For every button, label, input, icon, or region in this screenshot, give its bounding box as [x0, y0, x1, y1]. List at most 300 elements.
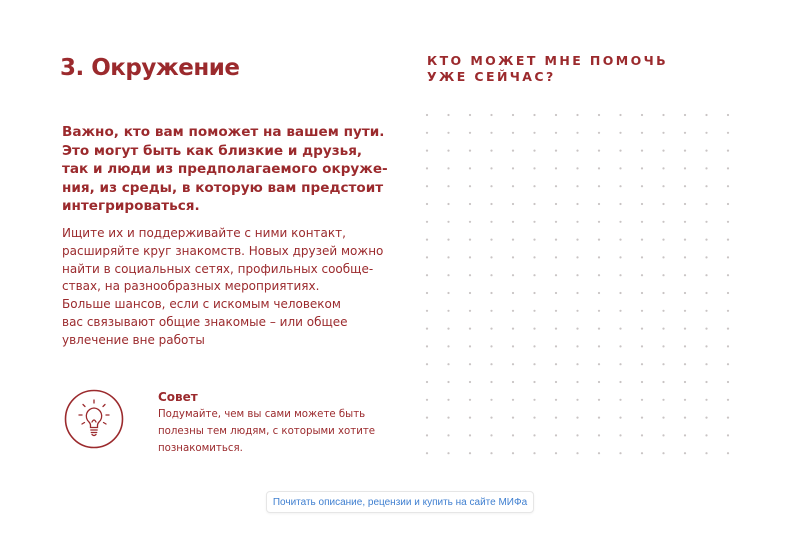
grid-dot: [619, 185, 621, 187]
grid-dot: [684, 310, 686, 312]
grid-dot: [555, 221, 557, 223]
grid-dot: [576, 114, 578, 116]
grid-dot: [555, 132, 557, 134]
grid-dot: [641, 345, 643, 347]
grid-dot: [598, 434, 600, 436]
grid-dot: [447, 328, 449, 330]
grid-dot: [533, 363, 535, 365]
grid-dot: [512, 185, 514, 187]
grid-dot: [512, 328, 514, 330]
grid-dot: [705, 256, 707, 258]
grid-dot: [662, 150, 664, 152]
grid-dot: [576, 452, 578, 454]
grid-dot: [426, 434, 428, 436]
grid-dot: [705, 363, 707, 365]
grid-dot: [576, 434, 578, 436]
grid-dot: [512, 399, 514, 401]
grid-dot: [426, 274, 428, 276]
grid-dot: [727, 203, 729, 205]
grid-dot: [619, 381, 621, 383]
body-line: ствах, на разнообразных мероприятиях.: [62, 279, 320, 294]
grid-dot: [490, 328, 492, 330]
buy-book-link[interactable]: Почитать описание, рецензии и купить на сайте МИФа: [272, 496, 528, 508]
grid-dot: [512, 221, 514, 223]
grid-dot: [727, 328, 729, 330]
grid-dot: [469, 114, 471, 116]
grid-dot: [684, 434, 686, 436]
grid-dot: [619, 292, 621, 294]
grid-dot: [490, 363, 492, 365]
grid-dot: [576, 417, 578, 419]
grid-dot: [727, 399, 729, 401]
grid-dot: [447, 150, 449, 152]
grid-dot: [684, 132, 686, 134]
grid-dot: [490, 256, 492, 258]
grid-dot: [619, 132, 621, 134]
grid-dot: [447, 132, 449, 134]
grid-dot: [555, 256, 557, 258]
grid-dot: [705, 274, 707, 276]
grid-dot: [533, 292, 535, 294]
grid-dot: [533, 150, 535, 152]
grid-dot: [490, 310, 492, 312]
grid-dot: [447, 274, 449, 276]
grid-dot: [426, 345, 428, 347]
grid-dot: [662, 310, 664, 312]
grid-dot: [619, 221, 621, 223]
page-title: 3. Окружение: [60, 55, 240, 81]
grid-dot: [727, 310, 729, 312]
grid-dot: [555, 150, 557, 152]
grid-dot: [533, 345, 535, 347]
grid-dot: [598, 363, 600, 365]
grid-dot: [641, 434, 643, 436]
grid-dot: [447, 381, 449, 383]
grid-dot: [490, 239, 492, 241]
grid-dot: [469, 452, 471, 454]
grid-dot: [555, 399, 557, 401]
grid-dot: [619, 256, 621, 258]
footer-link-box[interactable]: [266, 491, 534, 513]
grid-dot: [619, 452, 621, 454]
grid-dot: [426, 452, 428, 454]
grid-dot: [469, 185, 471, 187]
grid-dot: [576, 167, 578, 169]
grid-dot: [598, 239, 600, 241]
body-line: увлечение вне работы: [62, 332, 205, 347]
grid-dot: [598, 114, 600, 116]
grid-dot: [576, 399, 578, 401]
grid-dot: [576, 185, 578, 187]
grid-dot: [727, 150, 729, 152]
grid-dot: [512, 203, 514, 205]
grid-dot: [533, 239, 535, 241]
grid-dot: [727, 292, 729, 294]
grid-dot: [555, 434, 557, 436]
grid-dot: [512, 239, 514, 241]
grid-dot: [533, 256, 535, 258]
grid-dot: [533, 310, 535, 312]
grid-dot: [426, 328, 428, 330]
grid-dot: [641, 132, 643, 134]
grid-dot: [727, 381, 729, 383]
grid-dot: [469, 417, 471, 419]
grid-dot: [512, 292, 514, 294]
grid-dot: [447, 185, 449, 187]
grid-dot: [512, 150, 514, 152]
grid-dot: [533, 221, 535, 223]
grid-dot: [619, 310, 621, 312]
grid-dot: [641, 185, 643, 187]
grid-dot: [641, 221, 643, 223]
grid-dot: [727, 434, 729, 436]
grid-dot: [705, 203, 707, 205]
grid-dot: [555, 292, 557, 294]
grid-dot: [619, 239, 621, 241]
grid-dot: [684, 274, 686, 276]
grid-dot: [705, 452, 707, 454]
grid-dot: [555, 203, 557, 205]
grid-dot: [490, 150, 492, 152]
grid-dot: [555, 417, 557, 419]
grid-dot: [469, 150, 471, 152]
grid-dot: [426, 363, 428, 365]
grid-dot: [533, 452, 535, 454]
grid-dot: [555, 452, 557, 454]
grid-dot: [490, 292, 492, 294]
grid-dot: [684, 381, 686, 383]
grid-dot: [469, 292, 471, 294]
grid-dot: [598, 203, 600, 205]
grid-dot: [619, 203, 621, 205]
grid-dot: [684, 363, 686, 365]
grid-dot: [512, 256, 514, 258]
grid-dot: [662, 363, 664, 365]
grid-dot: [662, 381, 664, 383]
grid-dot: [684, 114, 686, 116]
lead-paragraph: [62, 123, 402, 216]
lead-line: Это могут быть как близкие и друзья,: [62, 142, 363, 159]
grid-dot: [469, 345, 471, 347]
grid-dot: [426, 310, 428, 312]
grid-dot: [598, 150, 600, 152]
grid-dot: [641, 363, 643, 365]
lead-line: Важно, кто вам поможет на вашем пути.: [62, 124, 385, 140]
grid-dot: [641, 203, 643, 205]
grid-dot: [576, 310, 578, 312]
grid-dot: [490, 203, 492, 205]
grid-dot: [490, 452, 492, 454]
tip-title: Совет: [158, 390, 198, 404]
lead-line: интегрироваться.: [62, 198, 200, 214]
grid-dot: [662, 274, 664, 276]
grid-dot: [727, 239, 729, 241]
grid-dot: [727, 167, 729, 169]
grid-dot: [447, 114, 449, 116]
grid-dot: [512, 310, 514, 312]
grid-dot: [619, 363, 621, 365]
grid-dot: [727, 256, 729, 258]
grid-dot: [426, 221, 428, 223]
grid-dot: [619, 274, 621, 276]
grid-dot: [533, 274, 535, 276]
grid-dot: [705, 399, 707, 401]
grid-dot: [662, 417, 664, 419]
grid-dot: [512, 345, 514, 347]
grid-dot: [576, 256, 578, 258]
grid-dot: [705, 292, 707, 294]
grid-dot: [426, 167, 428, 169]
grid-dot: [705, 239, 707, 241]
grid-dot: [619, 114, 621, 116]
grid-dot: [426, 150, 428, 152]
grid-dot: [727, 221, 729, 223]
grid-dot: [447, 239, 449, 241]
grid-dot: [555, 114, 557, 116]
dot-grid-notes-area: [424, 112, 754, 472]
grid-dot: [727, 417, 729, 419]
grid-dot: [469, 381, 471, 383]
grid-dot: [533, 417, 535, 419]
grid-dot: [490, 381, 492, 383]
grid-dot: [533, 328, 535, 330]
grid-dot: [705, 114, 707, 116]
grid-dot: [619, 434, 621, 436]
grid-dot: [512, 452, 514, 454]
grid-dot: [598, 310, 600, 312]
grid-dot: [662, 203, 664, 205]
grid-dot: [598, 345, 600, 347]
lead-line: ния, из среды, в которую вам предстоит: [62, 179, 384, 196]
grid-dot: [490, 417, 492, 419]
grid-dot: [641, 328, 643, 330]
grid-dot: [598, 185, 600, 187]
grid-dot: [533, 167, 535, 169]
grid-dot: [641, 399, 643, 401]
grid-dot: [512, 417, 514, 419]
grid-dot: [619, 345, 621, 347]
grid-dot: [684, 185, 686, 187]
grid-dot: [662, 185, 664, 187]
grid-dot: [512, 167, 514, 169]
grid-dot: [512, 381, 514, 383]
grid-dot: [512, 434, 514, 436]
grid-dot: [490, 221, 492, 223]
grid-dot: [662, 328, 664, 330]
grid-dot: [555, 167, 557, 169]
grid-dot: [426, 417, 428, 419]
grid-dot: [641, 256, 643, 258]
grid-dot: [555, 328, 557, 330]
grid-dot: [705, 417, 707, 419]
grid-dot: [684, 399, 686, 401]
grid-dot: [598, 381, 600, 383]
grid-dot: [684, 256, 686, 258]
grid-dot: [619, 399, 621, 401]
grid-dot: [641, 292, 643, 294]
grid-dot: [598, 256, 600, 258]
grid-dot: [426, 399, 428, 401]
grid-dot: [555, 381, 557, 383]
grid-dot: [533, 203, 535, 205]
grid-dot: [555, 310, 557, 312]
grid-dot: [705, 310, 707, 312]
grid-dot: [447, 452, 449, 454]
grid-dot: [576, 345, 578, 347]
grid-dot: [426, 292, 428, 294]
grid-dot: [705, 381, 707, 383]
tip-line: полезны тем людям, с которыми хотите: [158, 426, 376, 437]
grid-dot: [662, 399, 664, 401]
grid-dot: [705, 185, 707, 187]
grid-dot: [684, 150, 686, 152]
grid-dot: [447, 221, 449, 223]
grid-dot: [662, 114, 664, 116]
grid-dot: [490, 185, 492, 187]
grid-dot: [490, 132, 492, 134]
body-line: вас связывают общие знакомые – или общее: [62, 314, 348, 329]
grid-dot: [727, 452, 729, 454]
grid-dot: [512, 363, 514, 365]
grid-dot: [426, 185, 428, 187]
grid-dot: [662, 452, 664, 454]
grid-dot: [684, 221, 686, 223]
grid-dot: [469, 310, 471, 312]
grid-dot: [641, 150, 643, 152]
grid-dot: [576, 239, 578, 241]
grid-dot: [598, 399, 600, 401]
grid-dot: [598, 132, 600, 134]
grid-dot: [576, 221, 578, 223]
grid-dot: [447, 417, 449, 419]
grid-dot: [662, 434, 664, 436]
grid-dot: [469, 203, 471, 205]
grid-dot: [662, 345, 664, 347]
tip-line: познакомиться.: [158, 443, 243, 454]
grid-dot: [490, 345, 492, 347]
grid-dot: [555, 239, 557, 241]
grid-dot: [662, 292, 664, 294]
grid-dot: [684, 328, 686, 330]
grid-dot: [469, 167, 471, 169]
body-line: найти в социальных сетях, профильных сообще-: [62, 261, 374, 276]
grid-dot: [641, 381, 643, 383]
grid-dot: [576, 274, 578, 276]
grid-dot: [490, 399, 492, 401]
grid-dot: [469, 256, 471, 258]
grid-dot: [598, 292, 600, 294]
grid-dot: [576, 150, 578, 152]
grid-dot: [533, 434, 535, 436]
grid-dot: [469, 363, 471, 365]
notes-heading-line-1: КТО МОЖЕТ МНЕ ПОМОЧЬ: [427, 53, 669, 68]
grid-dot: [447, 292, 449, 294]
grid-dot: [469, 328, 471, 330]
grid-dot: [512, 274, 514, 276]
grid-dot: [705, 345, 707, 347]
grid-dot: [576, 132, 578, 134]
lightbulb-icon: [64, 389, 124, 449]
grid-dot: [426, 381, 428, 383]
body-line: Ищите их и поддерживайте с ними контакт,: [62, 226, 346, 240]
grid-dot: [684, 417, 686, 419]
grid-dot: [684, 203, 686, 205]
grid-dot: [662, 167, 664, 169]
grid-dot: [727, 185, 729, 187]
grid-dot: [447, 434, 449, 436]
grid-dot: [426, 239, 428, 241]
grid-dot: [426, 132, 428, 134]
grid-dot: [727, 114, 729, 116]
tip-text: [158, 406, 375, 457]
grid-dot: [576, 292, 578, 294]
grid-dot: [705, 328, 707, 330]
grid-dot: [727, 132, 729, 134]
grid-dot: [469, 132, 471, 134]
grid-dot: [598, 417, 600, 419]
grid-dot: [705, 150, 707, 152]
grid-dot: [447, 363, 449, 365]
tip-line: Подумайте, чем вы сами можете быть: [158, 409, 366, 420]
body-paragraph: [62, 225, 392, 350]
lightbulb-icon-svg: [64, 389, 124, 449]
grid-dot: [662, 132, 664, 134]
grid-dot: [619, 328, 621, 330]
grid-dot: [555, 185, 557, 187]
grid-dot: [447, 345, 449, 347]
grid-dot: [447, 167, 449, 169]
grid-dot: [684, 292, 686, 294]
lead-line: так и люди из предполагаемого окруже-: [62, 161, 388, 177]
grid-dot: [426, 256, 428, 258]
grid-dot: [533, 381, 535, 383]
grid-dot: [641, 417, 643, 419]
grid-dot: [469, 239, 471, 241]
grid-dot: [641, 239, 643, 241]
grid-dot: [512, 132, 514, 134]
grid-dot: [619, 167, 621, 169]
grid-dot: [641, 114, 643, 116]
grid-dot: [727, 363, 729, 365]
grid-dot: [598, 452, 600, 454]
grid-dot: [469, 274, 471, 276]
grid-dot: [490, 434, 492, 436]
grid-dot: [641, 310, 643, 312]
grid-dot: [426, 114, 428, 116]
grid-dot: [662, 221, 664, 223]
grid-dot: [641, 452, 643, 454]
grid-dot: [447, 256, 449, 258]
grid-dot: [684, 167, 686, 169]
grid-dot: [727, 274, 729, 276]
grid-dot: [662, 239, 664, 241]
grid-dot: [598, 221, 600, 223]
grid-dot: [469, 399, 471, 401]
grid-dot: [619, 150, 621, 152]
grid-dot: [684, 345, 686, 347]
body-line: расширяйте круг знакомств. Новых друзей можно: [62, 243, 384, 258]
grid-dot: [598, 328, 600, 330]
grid-dot: [555, 363, 557, 365]
grid-dot: [619, 417, 621, 419]
grid-dot: [490, 114, 492, 116]
grid-dot: [576, 363, 578, 365]
grid-dot: [684, 239, 686, 241]
grid-dot: [555, 345, 557, 347]
grid-dot: [576, 328, 578, 330]
grid-dot: [598, 167, 600, 169]
grid-dot: [662, 256, 664, 258]
